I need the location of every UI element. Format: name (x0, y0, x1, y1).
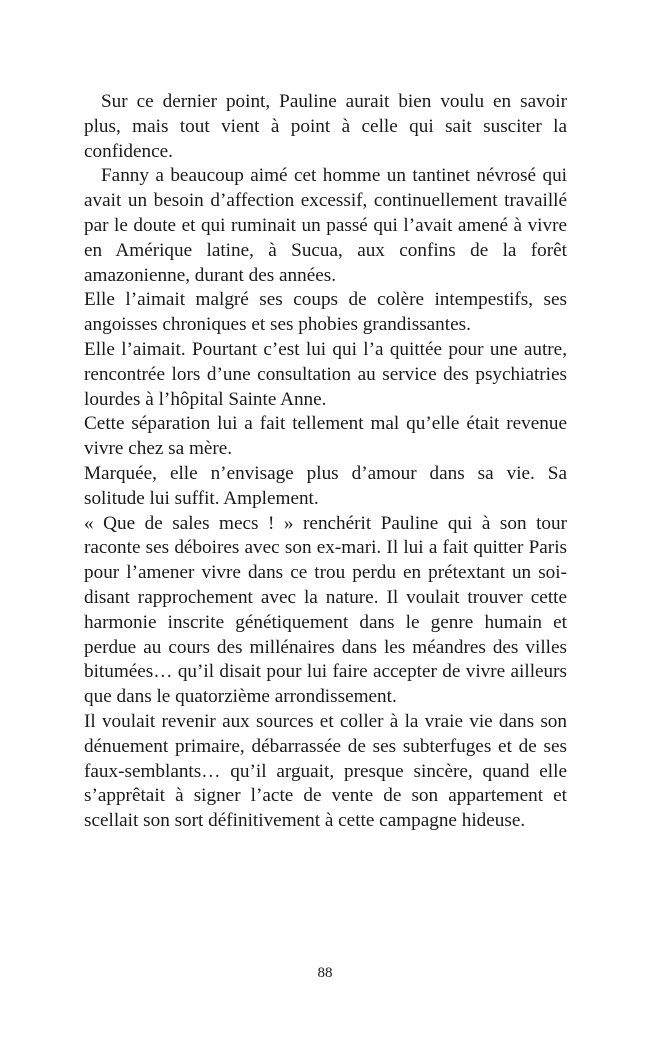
paragraph-1: Sur ce dernier point, Pauline aurait bien voulu en savoir plus, mais tout vient à point à celle qui sait susciter la confidence. (84, 91, 567, 162)
page-number: 88 (317, 965, 333, 981)
body-text (84, 90, 567, 834)
paragraph-3: Elle l’aimait malgré ses coups de colère intempestifs, ses angoisses chroniques et ses phobies grandissantes. (84, 289, 567, 336)
paragraph-4: Elle l’aimait. Pourtant c’est lui qui l’a quittée pour une autre, rencontrée lors d’une consultation au service des psychiatries lourdes à l’hôpital Sainte Anne. (84, 338, 567, 410)
paragraph-7: « Que de sales mecs ! » renchérit Pauline qui à son tour raconte ses déboires avec son ex-mari. Il lui a fait quitter Paris pour l’amener vivre dans ce trou perdu en prétextant un soi-disant rapprochement avec la nature. Il voulait trouver cette harmonie inscrite génétiquement dans le genre humain et perdue au cours des millénaires dans les méandres des villes bitumées… qu’il disait pour lui faire accepter de vivre ailleurs que dans le quatorzième arrondissement. (84, 512, 567, 708)
paragraph-6: Marquée, elle n’envisage plus d’amour dans sa vie. Sa solitude lui suffit. Amplement. (84, 462, 567, 509)
paragraph-5: Cette séparation lui a fait tellement mal qu’elle était revenue vivre chez sa mère. (84, 413, 567, 460)
paragraph-8: Il voulait revenir aux sources et coller à la vraie vie dans son dénuement primaire, débarrassée de ses subterfuges et de ses faux-semblants… qu’il arguait, presque sincère, quand elle s’apprêtait à signer l’acte de vente de son appartement et scellait son sort définitivement à cette campagne hideuse. (84, 710, 567, 832)
paragraph-2: Fanny a beaucoup aimé cet homme un tantinet névrosé qui avait un besoin d’affection excessif, continuellement travaillé par le doute et qui ruminait un passé qui l’avait amené à vivre en Amérique latine, à Sucua, aux confins de la forêt amazonienne, durant des années. (84, 165, 567, 286)
